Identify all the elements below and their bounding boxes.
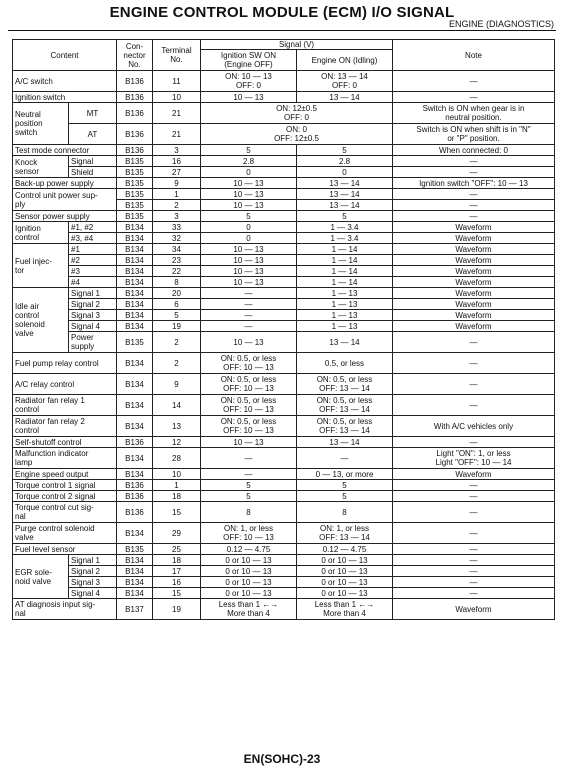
row-group: Neutral position switch [13,103,69,145]
row-note: Switch is ON when gear is in neutral position. [393,103,555,124]
row-note: — [393,92,555,103]
row-sub-label: AT [69,124,117,145]
row-terminal: 10 [153,92,201,103]
row-connector: B136 [117,145,153,156]
row-connector: B136 [117,71,153,92]
table-row [13,448,555,469]
table-row [13,374,555,395]
header-signal: Signal (V) [201,40,393,50]
row-ign-on: ON: 0.5, or less OFF: 10 — 13 [201,374,297,395]
row-group: Knock sensor [13,156,69,178]
row-note: Ignition switch "OFF": 10 — 13 [393,178,555,189]
row-terminal: 2 [153,200,201,211]
row-ign-on: 5 [201,491,297,502]
row-terminal: 3 [153,211,201,222]
row-sub-label: Signal 4 [69,321,117,332]
row-engine-on: 1 — 13 [297,321,393,332]
row-content: Torque control 1 signal [13,480,117,491]
row-engine-on: 5 [297,145,393,156]
row-note: — [393,156,555,167]
row-group: Idle air control solenoid valve [13,288,69,353]
row-ign-on: 0 or 10 — 13 [201,588,297,599]
row-connector: B135 [117,167,153,178]
table-row [13,288,555,299]
row-content: Back-up power supply [13,178,117,189]
row-ign-on: 8 [201,502,297,523]
row-note: — [393,555,555,566]
table-row [13,255,555,266]
row-terminal: 15 [153,502,201,523]
row-ign-on: — [201,321,297,332]
table-row [13,124,555,145]
row-connector: B134 [117,523,153,544]
row-content: Test mode connector [13,145,117,156]
table-row [13,353,555,374]
row-engine-on: 0 or 10 — 13 [297,588,393,599]
row-terminal: 13 [153,416,201,437]
row-content: Engine speed output [13,469,117,480]
row-note: Waveform [393,277,555,288]
table-row [13,480,555,491]
row-content: Purge control solenoid valve [13,523,117,544]
row-terminal: 10 [153,469,201,480]
row-terminal: 6 [153,299,201,310]
row-engine-on: 0 [297,167,393,178]
row-note: Waveform [393,321,555,332]
page-number: EN(SOHC)-23 [243,752,321,766]
row-terminal: 28 [153,448,201,469]
row-note: Light "ON": 1, or less Light "OFF": 10 — 14 [393,448,555,469]
row-note: — [393,577,555,588]
row-content: AT diagnosis input sig- nal [13,599,117,620]
row-connector: B134 [117,395,153,416]
row-engine-on: 13 — 14 [297,92,393,103]
row-content: Control unit power sup- ply [13,189,117,211]
row-note: Waveform [393,255,555,266]
row-engine-on: 0.12 — 4.75 [297,544,393,555]
row-engine-on: 1 — 14 [297,266,393,277]
table-row [13,544,555,555]
row-ign-on: ON: 0.5, or less OFF: 10 — 13 [201,416,297,437]
row-content: Radiator fan relay 1 control [13,395,117,416]
row-terminal: 15 [153,588,201,599]
table-row [13,277,555,288]
row-group: EGR sole- noid valve [13,555,69,599]
row-engine-on: 1 — 13 [297,299,393,310]
row-connector: B134 [117,222,153,233]
table-row [13,71,555,92]
table-row [13,395,555,416]
table-row [13,156,555,167]
row-sub-label: Signal 2 [69,299,117,310]
row-connector: B136 [117,103,153,124]
row-ign-on: 5 [201,480,297,491]
row-ign-on: — [201,469,297,480]
row-engine-on: 0.5, or less [297,353,393,374]
row-ign-on: — [201,448,297,469]
row-ign-on: 0 or 10 — 13 [201,555,297,566]
row-ign-on: 10 — 13 [201,437,297,448]
row-ign-on: 5 [201,211,297,222]
row-note: — [393,189,555,200]
row-ign-on: — [201,310,297,321]
row-connector: B135 [117,211,153,222]
row-engine-on: 13 — 14 [297,332,393,353]
row-connector: B134 [117,288,153,299]
row-note: Waveform [393,469,555,480]
row-note: Waveform [393,288,555,299]
row-sub-label: MT [69,103,117,124]
row-engine-on: 1 — 3.4 [297,233,393,244]
row-note: — [393,200,555,211]
row-connector: B135 [117,200,153,211]
row-content: A/C switch [13,71,117,92]
row-note: Waveform [393,222,555,233]
table-row [13,189,555,200]
row-connector: B136 [117,502,153,523]
row-ign-on: ON: 10 — 13 OFF: 0 [201,71,297,92]
row-connector: B135 [117,189,153,200]
row-connector: B134 [117,244,153,255]
header-rule [8,30,556,31]
row-engine-on: 5 [297,211,393,222]
row-note: — [393,374,555,395]
header-note: Note [393,40,555,71]
header-terminal: Terminal No. [153,40,201,71]
row-content: Malfunction indicator lamp [13,448,117,469]
table-header-row [13,40,555,50]
table-row [13,469,555,480]
row-ign-on: — [201,299,297,310]
row-engine-on: — [297,448,393,469]
row-content: Sensor power supply [13,211,117,222]
row-note: Waveform [393,310,555,321]
row-ign-on: 0 or 10 — 13 [201,577,297,588]
row-engine-on: Less than 1 ←→ More than 4 [297,599,393,620]
row-engine-on: 8 [297,502,393,523]
table-row [13,555,555,566]
row-connector: B135 [117,178,153,189]
row-sub-label: Signal [69,156,117,167]
row-engine-on: 13 — 14 [297,200,393,211]
row-terminal: 9 [153,374,201,395]
table-row [13,599,555,620]
row-sub-label: Signal 3 [69,310,117,321]
row-connector: B134 [117,266,153,277]
row-terminal: 21 [153,124,201,145]
row-engine-on: 0 or 10 — 13 [297,577,393,588]
table-row [13,321,555,332]
row-sub-label: Power supply [69,332,117,353]
table-row [13,211,555,222]
table-row [13,145,555,156]
row-ign-on: 0 [201,222,297,233]
row-terminal: 18 [153,555,201,566]
row-terminal: 21 [153,103,201,124]
row-terminal: 3 [153,145,201,156]
row-ign-on: 0 [201,167,297,178]
row-note: — [393,491,555,502]
row-sub-label: Shield [69,167,117,178]
row-group: Ignition control [13,222,69,244]
row-sub-label: #4 [69,277,117,288]
row-note: — [393,588,555,599]
page-title: ENGINE CONTROL MODULE (ECM) I/O SIGNAL [109,4,455,21]
table-row [13,244,555,255]
row-engine-on: 1 — 13 [297,288,393,299]
row-ign-on: 10 — 13 [201,244,297,255]
row-engine-on: 5 [297,491,393,502]
row-note: Waveform [393,233,555,244]
row-ign-on: — [201,288,297,299]
row-ign-on: 10 — 13 [201,266,297,277]
row-sub-label: #1, #2 [69,222,117,233]
row-note: — [393,480,555,491]
row-connector: B137 [117,599,153,620]
io-signal-table [12,39,555,620]
table-row [13,588,555,599]
table-row [13,233,555,244]
row-engine-on: 0 — 13, or more [297,469,393,480]
row-note: — [393,395,555,416]
row-note: — [393,167,555,178]
table-row [13,523,555,544]
row-ign-on: 5 [201,145,297,156]
row-engine-on: 5 [297,480,393,491]
row-sub-label: Signal 2 [69,566,117,577]
row-sub-label: #3, #4 [69,233,117,244]
row-terminal: 34 [153,244,201,255]
row-connector: B134 [117,588,153,599]
row-ign-on: 0 or 10 — 13 [201,566,297,577]
row-engine-on: ON: 0.5, or less OFF: 13 — 14 [297,416,393,437]
row-sub-label: Signal 1 [69,288,117,299]
row-terminal: 11 [153,71,201,92]
row-signal: ON: 0 OFF: 12±0.5 [201,124,393,145]
table-row [13,178,555,189]
table-row [13,299,555,310]
row-engine-on: 2.8 [297,156,393,167]
row-content: Radiator fan relay 2 control [13,416,117,437]
row-connector: B134 [117,299,153,310]
row-content: Fuel level sensor [13,544,117,555]
row-connector: B136 [117,437,153,448]
section-subtitle: ENGINE (DIAGNOSTICS) [448,19,554,29]
row-terminal: 12 [153,437,201,448]
row-terminal: 32 [153,233,201,244]
table-row [13,502,555,523]
row-terminal: 2 [153,353,201,374]
table-row [13,103,555,124]
row-note: Waveform [393,299,555,310]
row-note: — [393,502,555,523]
row-content: Self-shutoff control [13,437,117,448]
row-ign-on: Less than 1 ←→ More than 4 [201,599,297,620]
table-row [13,222,555,233]
row-sub-label: Signal 4 [69,588,117,599]
header-engine-on: Engine ON (Idling) [297,50,393,71]
row-note: — [393,523,555,544]
row-connector: B134 [117,310,153,321]
row-terminal: 14 [153,395,201,416]
row-terminal: 1 [153,480,201,491]
row-connector: B134 [117,566,153,577]
row-sub-label: #1 [69,244,117,255]
row-note: When connected: 0 [393,145,555,156]
row-connector: B134 [117,321,153,332]
row-group: Fuel injec- tor [13,244,69,288]
row-connector: B134 [117,353,153,374]
row-note: — [393,566,555,577]
row-connector: B136 [117,480,153,491]
row-ign-on: ON: 1, or less OFF: 10 — 13 [201,523,297,544]
row-engine-on: 0 or 10 — 13 [297,555,393,566]
row-content: Ignition switch [13,92,117,103]
row-engine-on: ON: 13 — 14 OFF: 0 [297,71,393,92]
row-terminal: 33 [153,222,201,233]
row-engine-on: 13 — 14 [297,178,393,189]
row-sub-label: #2 [69,255,117,266]
row-terminal: 1 [153,189,201,200]
row-connector: B134 [117,469,153,480]
row-connector: B134 [117,374,153,395]
row-terminal: 23 [153,255,201,266]
row-note: — [393,71,555,92]
row-connector: B135 [117,332,153,353]
row-terminal: 17 [153,566,201,577]
header-content: Content [13,40,117,71]
row-connector: B134 [117,416,153,437]
row-note: — [393,211,555,222]
row-note: — [393,544,555,555]
table-row [13,437,555,448]
row-terminal: 18 [153,491,201,502]
row-connector: B134 [117,255,153,266]
row-ign-on: 2.8 [201,156,297,167]
row-engine-on: ON: 1, or less OFF: 13 — 14 [297,523,393,544]
row-terminal: 16 [153,156,201,167]
table-row [13,491,555,502]
row-ign-on: ON: 0.5, or less OFF: 10 — 13 [201,395,297,416]
row-connector: B134 [117,448,153,469]
row-ign-on: 0.12 — 4.75 [201,544,297,555]
row-terminal: 27 [153,167,201,178]
header-ign-on: Ignition SW ON (Engine OFF) [201,50,297,71]
row-content: Torque control 2 signal [13,491,117,502]
row-connector: B136 [117,491,153,502]
row-terminal: 22 [153,266,201,277]
table-row [13,332,555,353]
table-row [13,266,555,277]
row-terminal: 19 [153,321,201,332]
row-signal: ON: 12±0.5 OFF: 0 [201,103,393,124]
row-ign-on: 10 — 13 [201,200,297,211]
row-engine-on: 13 — 14 [297,437,393,448]
row-terminal: 8 [153,277,201,288]
row-terminal: 25 [153,544,201,555]
row-note: Waveform [393,599,555,620]
row-engine-on: 1 — 14 [297,255,393,266]
row-content: Torque control cut sig- nal [13,502,117,523]
row-terminal: 2 [153,332,201,353]
row-ign-on: ON: 0.5, or less OFF: 10 — 13 [201,353,297,374]
row-sub-label: Signal 1 [69,555,117,566]
table-row [13,310,555,321]
row-engine-on: 0 or 10 — 13 [297,566,393,577]
row-connector: B134 [117,555,153,566]
row-ign-on: 10 — 13 [201,189,297,200]
row-ign-on: 10 — 13 [201,178,297,189]
row-engine-on: 1 — 14 [297,277,393,288]
header-connector: Con- nector No. [117,40,153,71]
row-note: Waveform [393,266,555,277]
row-engine-on: 1 — 13 [297,310,393,321]
row-connector: B136 [117,124,153,145]
table-row [13,577,555,588]
row-ign-on: 10 — 13 [201,255,297,266]
row-engine-on: 1 — 3.4 [297,222,393,233]
row-terminal: 20 [153,288,201,299]
row-engine-on: ON: 0.5, or less OFF: 13 — 14 [297,395,393,416]
table-row [13,566,555,577]
row-engine-on: 1 — 14 [297,244,393,255]
table-row [13,416,555,437]
row-connector: B135 [117,544,153,555]
row-connector: B135 [117,156,153,167]
table-row [13,167,555,178]
row-engine-on: 13 — 14 [297,189,393,200]
row-note: — [393,353,555,374]
row-content: A/C relay control [13,374,117,395]
row-terminal: 16 [153,577,201,588]
row-note: — [393,437,555,448]
row-terminal: 9 [153,178,201,189]
row-engine-on: ON: 0.5, or less OFF: 13 — 14 [297,374,393,395]
row-ign-on: 10 — 13 [201,332,297,353]
row-note: Waveform [393,244,555,255]
row-ign-on: 0 [201,233,297,244]
row-sub-label: #3 [69,266,117,277]
row-content: Fuel pump relay control [13,353,117,374]
table-row [13,92,555,103]
row-sub-label: Signal 3 [69,577,117,588]
row-terminal: 29 [153,523,201,544]
row-note: — [393,332,555,353]
row-note: Switch is ON when shift is in "N" or "P" position. [393,124,555,145]
row-terminal: 5 [153,310,201,321]
row-connector: B134 [117,233,153,244]
row-note: With A/C vehicles only [393,416,555,437]
row-connector: B134 [117,577,153,588]
row-connector: B134 [117,277,153,288]
row-connector: B136 [117,92,153,103]
row-ign-on: 10 — 13 [201,92,297,103]
row-terminal: 19 [153,599,201,620]
row-ign-on: 10 — 13 [201,277,297,288]
